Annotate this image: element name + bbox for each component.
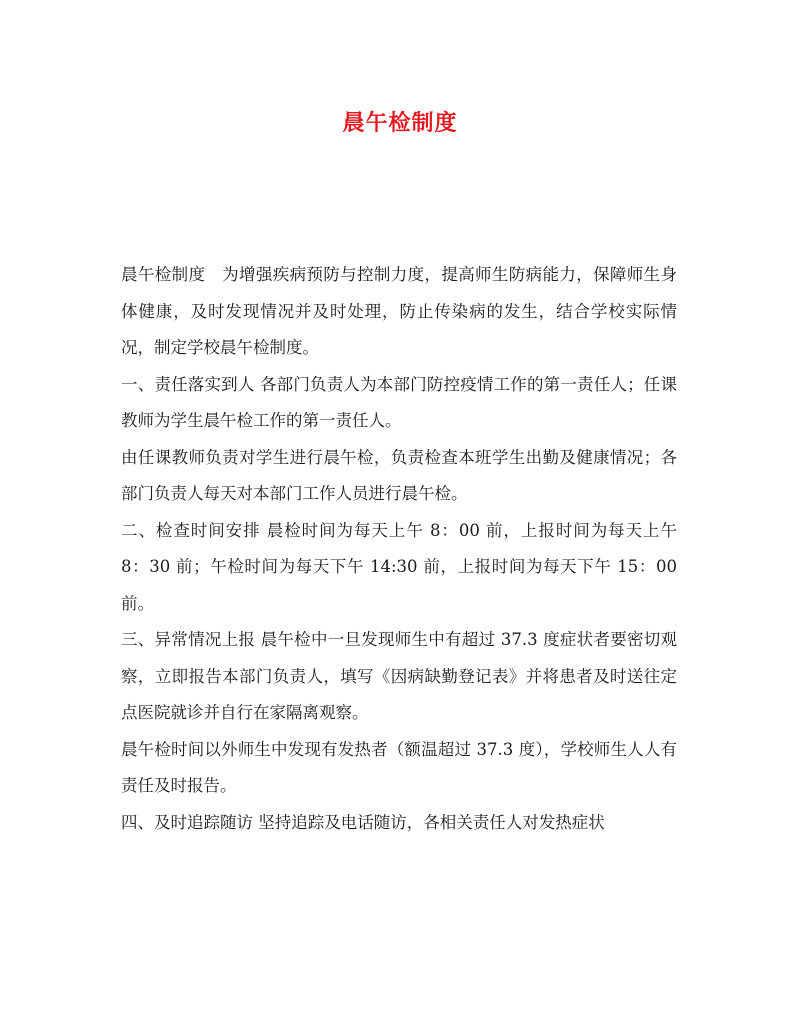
paragraph-intro: 晨午检制度 为增强疾病预防与控制力度，提高师生防病能力，保障师生身体健康，及时发现情况并及时处理，防止传染病的发生，结合学校实际情况，制定学校晨午检制度。 (121, 265, 677, 357)
document-body (121, 257, 677, 841)
paragraph-section-2: 二、检查时间安排 晨检时间为每天上午 8：00 前，上报时间为每天上午 8：30 前；午检时间为每天下午 14:30 前，上报时间为每天下午 15：00 前。 (121, 520, 677, 613)
paragraph-section-1-detail: 由任课教师负责对学生进行晨午检，负责检查本班学生出勤及健康情况；各部门负责人每天对本部门工作人员进行晨午检。 (121, 447, 677, 503)
paragraph-section-3-detail: 晨午检时间以外师生中发现有发热者（额温超过 37.3 度），学校师生人人有责任及时报告。 (121, 739, 677, 795)
paragraph-section-3: 三、异常情况上报 晨午检中一旦发现师生中有超过 37.3 度症状者要密切观察，立即报告本部门负责人，填写《因病缺勤登记表》并将患者及时送往定点医院就诊并自行在家隔离观察。 (121, 630, 677, 722)
paragraph-section-4: 四、及时追踪随访 坚持追踪及电话随访，各相关责任人对发热症状 (121, 812, 605, 832)
document-title: 晨午检制度 (342, 110, 458, 136)
paragraph-section-1: 一、责任落实到人 各部门负责人为本部门防控疫情工作的第一责任人；任课教师为学生晨午检工作的第一责任人。 (121, 374, 677, 430)
